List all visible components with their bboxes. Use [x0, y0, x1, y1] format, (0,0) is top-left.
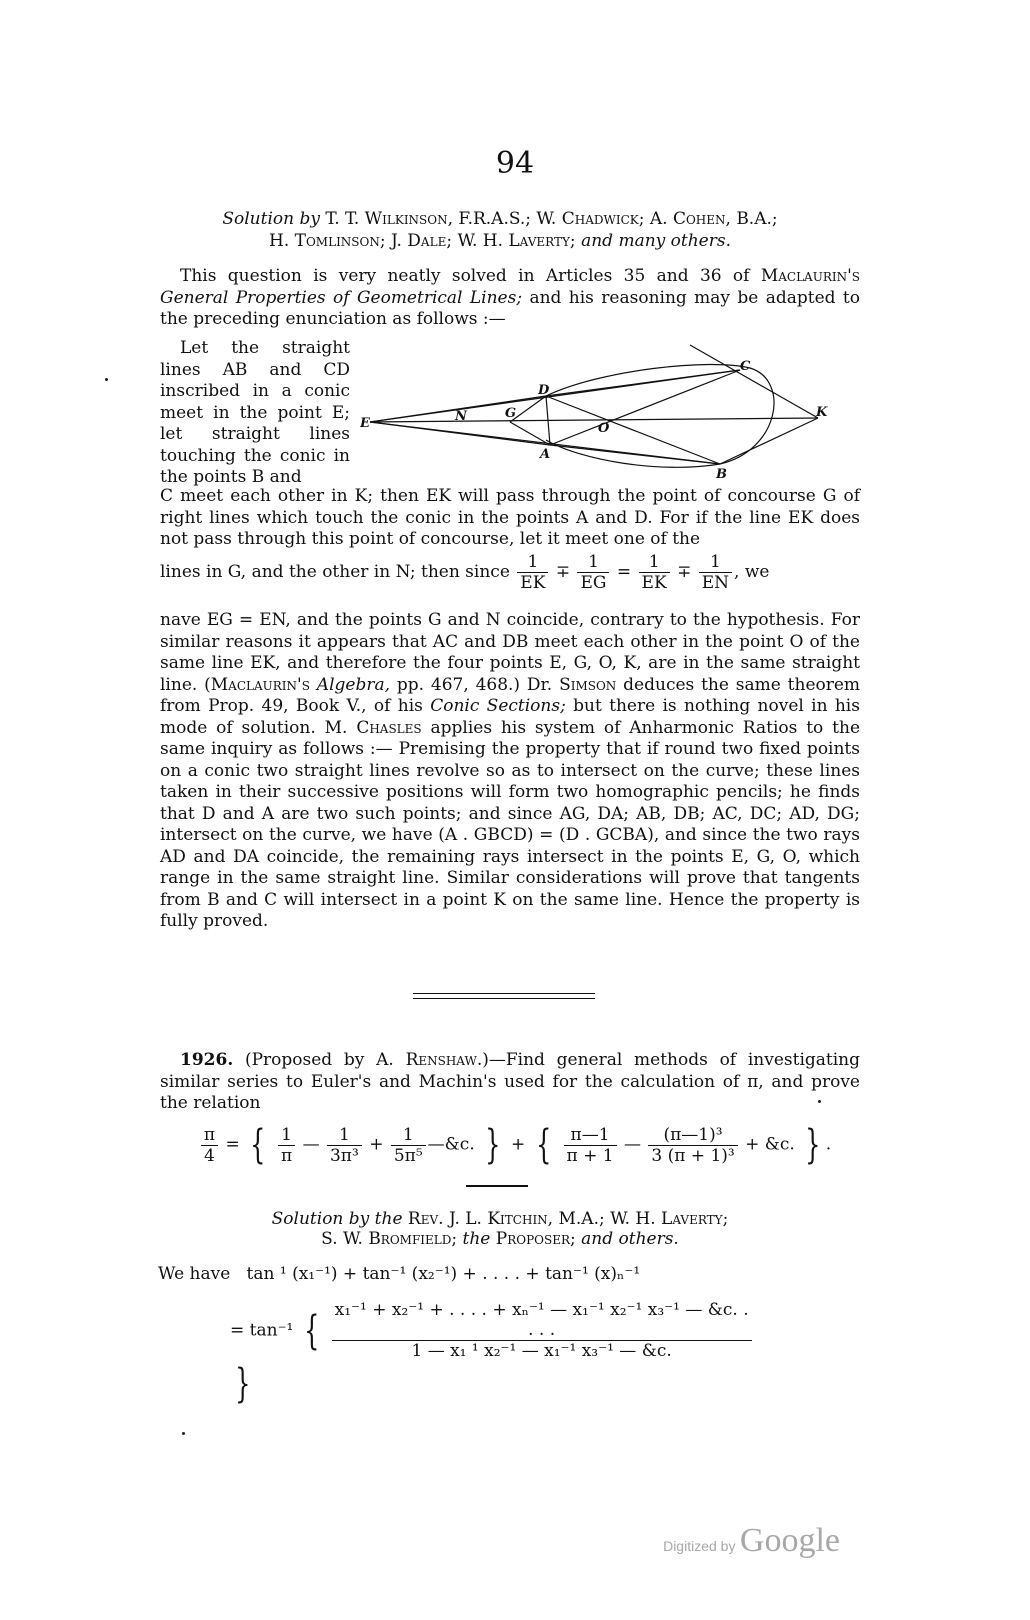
narrow-column-text: Let the straight lines AB and CD inscribed in a conic meet in the point E; let straight lines touching the conic in the points B and	[160, 338, 350, 487]
label-k: K	[816, 405, 828, 420]
op-mp-1: ∓	[555, 562, 571, 582]
intro-text-1: This question is very neatly solved in Articles 35 and 36 of	[180, 266, 750, 286]
solution-heading-4: S. W. Bromfield; the Proposer; and others.	[321, 1229, 679, 1249]
page-number: 94	[495, 146, 535, 181]
intro-text-2: and his reasoning may be adapted to the preceding enunciation as follows :—	[160, 287, 860, 329]
tan-line-2: = tan⁻¹ { $\frac{\text{x₁⁻¹ + x₂⁻¹ + . . . . + xₙ⁻¹ — x₁⁻¹ x₂⁻¹ x₃⁻¹ — \&c. . . . .}}{\text{1 — x₁ ¹ x₂⁻¹ — x₁⁻¹ x₃⁻¹ — \&c.}}$ }	[230, 1300, 770, 1407]
separator-rule-bottom	[413, 998, 595, 999]
google-logo-text: Google	[739, 1522, 840, 1559]
label-o: O	[598, 421, 610, 436]
harmonic-equation-line	[160, 552, 860, 593]
frac-cubed: $\frac{\text{(π—1)³}}{\text{3 (π + 1)³}}$	[648, 1125, 737, 1166]
short-rule	[466, 1185, 528, 1187]
frac-1-ek: $\frac{1}{EK}$	[517, 552, 548, 593]
solvers-line-2: H. Tomlinson; J. Dale; W. H. Laverty;	[269, 231, 576, 251]
stray-mark-1	[105, 378, 108, 381]
frac-1-en: $\frac{1}{EN}$	[699, 552, 732, 593]
tan-line-1: We have tan ¹ (x₁⁻¹) + tan⁻¹ (x₂⁻¹) + . . . . + tan⁻¹ (x)ₙ⁻¹	[158, 1264, 641, 1284]
solution-heading-2	[150, 230, 850, 252]
digitized-by-google-watermark	[663, 1522, 840, 1560]
line-ea	[370, 422, 550, 445]
solution-heading-3: Solution by the Rev. J. L. Kitchin, M.A.; W. H. Laverty;	[271, 1209, 729, 1229]
frac-pi-4: $\frac{\pi}{4}$	[201, 1125, 218, 1166]
eq-after-text: , we	[734, 562, 770, 582]
label-d: D	[538, 383, 550, 398]
label-b: B	[716, 467, 727, 480]
label-e: E	[360, 416, 370, 431]
frac-pi-minus-1: $\frac{\pi—1}{\pi + 1}$	[564, 1125, 617, 1166]
chord-ac	[550, 370, 740, 445]
op-equals: =	[616, 562, 632, 582]
op-mp-2: ∓	[677, 562, 692, 582]
eq-before-text: lines in G, and the other in N; then since	[160, 562, 510, 582]
main-paragraph: nave EG = EN, and the points G and N coincide, contrary to the hypothesis. For similar reasons it appears that AC and DB meet each other in the point O of the same line EK, and therefore the four points E, G, O, K, are in the same straight line. (Maclaurin's Algebra, pp. 467, 468.) Dr. Simson deduces the same theorem from Prop. 49, Book V., of his Conic Sections; but there is nothing novel in his mode of solution. M. Chasles applies his system of Anharmonic Ratios to the same inquiry as follows :— Premising the property that if round two fixed points on a conic two straight lines revolve so as to intersect on the curve; these lines taken in their successive positions will form two homographic pencils; he finds that D and A are two such points; and since AG, DA; AB, DB; AC, DC; AD, DG; intersect on the curve, we have (A . GBCD) = (D . GCBA), and since the two rays AD and DA coincide, the remaining rays intersect in the points E, G, O, which range in the same straight line. Similar considerations will prove that tangents from B and C will intersect in a point K on the same line. Hence the property is fully proved.	[160, 610, 861, 931]
chord-dc	[546, 370, 740, 396]
conic-diagram	[360, 340, 860, 480]
solution-by-label: Solution by	[222, 209, 320, 229]
para-after-diagram: C meet each other in K; then EK will pass through the point of concourse G of right lines which touch the conic in the points A and D. For if the line EK does not pass through this point of concourse, let it meet one of the	[160, 486, 860, 549]
intro-paragraph	[160, 266, 860, 331]
maclaurin-ref: Maclaurin's	[760, 266, 860, 286]
digitized-by-text: Digitized by	[663, 1538, 736, 1554]
stray-mark-3	[818, 1100, 821, 1103]
book-title: General Properties of Geometrical Lines;	[160, 287, 523, 308]
question-1926: 1926. (Proposed by A. Renshaw.)—Find general methods of investigating similar series to Euler's and Machin's used for the calculation of π, and prove the relation	[160, 1050, 860, 1113]
label-n: N	[455, 409, 467, 424]
solvers-line-1: T. T. Wilkinson, F.R.A.S.; W. Chadwick; A. Cohen, B.A.;	[325, 209, 778, 229]
conic-curve	[546, 364, 774, 467]
tan-fraction: $\frac{\text{x₁⁻¹ + x₂⁻¹ + . . . . + xₙ⁻¹ — x₁⁻¹ x₂⁻¹ x₃⁻¹ — \&c. . . . .}}{\text{1 — x₁ ¹ x₂⁻¹ — x₁⁻¹ x₃⁻¹ — \&c.}}$	[332, 1300, 752, 1361]
pi-equation: $\frac{\pi}{4}$ = { $\frac{1}{\pi}$ — $\frac{1}{\text{3π³}}$ + $\frac{1}{\text{5π⁵}}$ —&c. } + { $\frac{\pi—1}{\pi + 1}$ — $\frac{\text{(π—1)³}}{\text{3 (π + 1)³}}$ + &c. } .	[0, 1122, 1030, 1168]
tangent-c	[690, 345, 818, 418]
frac-1-eg: $\frac{1}{EG}$	[577, 552, 609, 593]
question-number: 1926.	[180, 1050, 234, 1070]
label-a: A	[540, 447, 551, 462]
label-g: G	[505, 406, 517, 421]
frac-1-ek-2: $\frac{1}{EK}$	[639, 552, 670, 593]
line-ek	[370, 418, 818, 422]
frac-1-3pi3: $\frac{1}{\text{3π³}}$	[327, 1125, 362, 1166]
frac-1-5pi5: $\frac{1}{\text{5π⁵}}$	[391, 1125, 426, 1166]
stray-mark-2	[182, 1432, 185, 1435]
separator-rule-top	[413, 993, 595, 994]
label-c: C	[740, 359, 751, 374]
and-many-others: and many others.	[581, 231, 731, 251]
frac-1-pi: $\frac{1}{\pi}$	[278, 1125, 295, 1166]
solution-heading-1	[150, 208, 850, 230]
